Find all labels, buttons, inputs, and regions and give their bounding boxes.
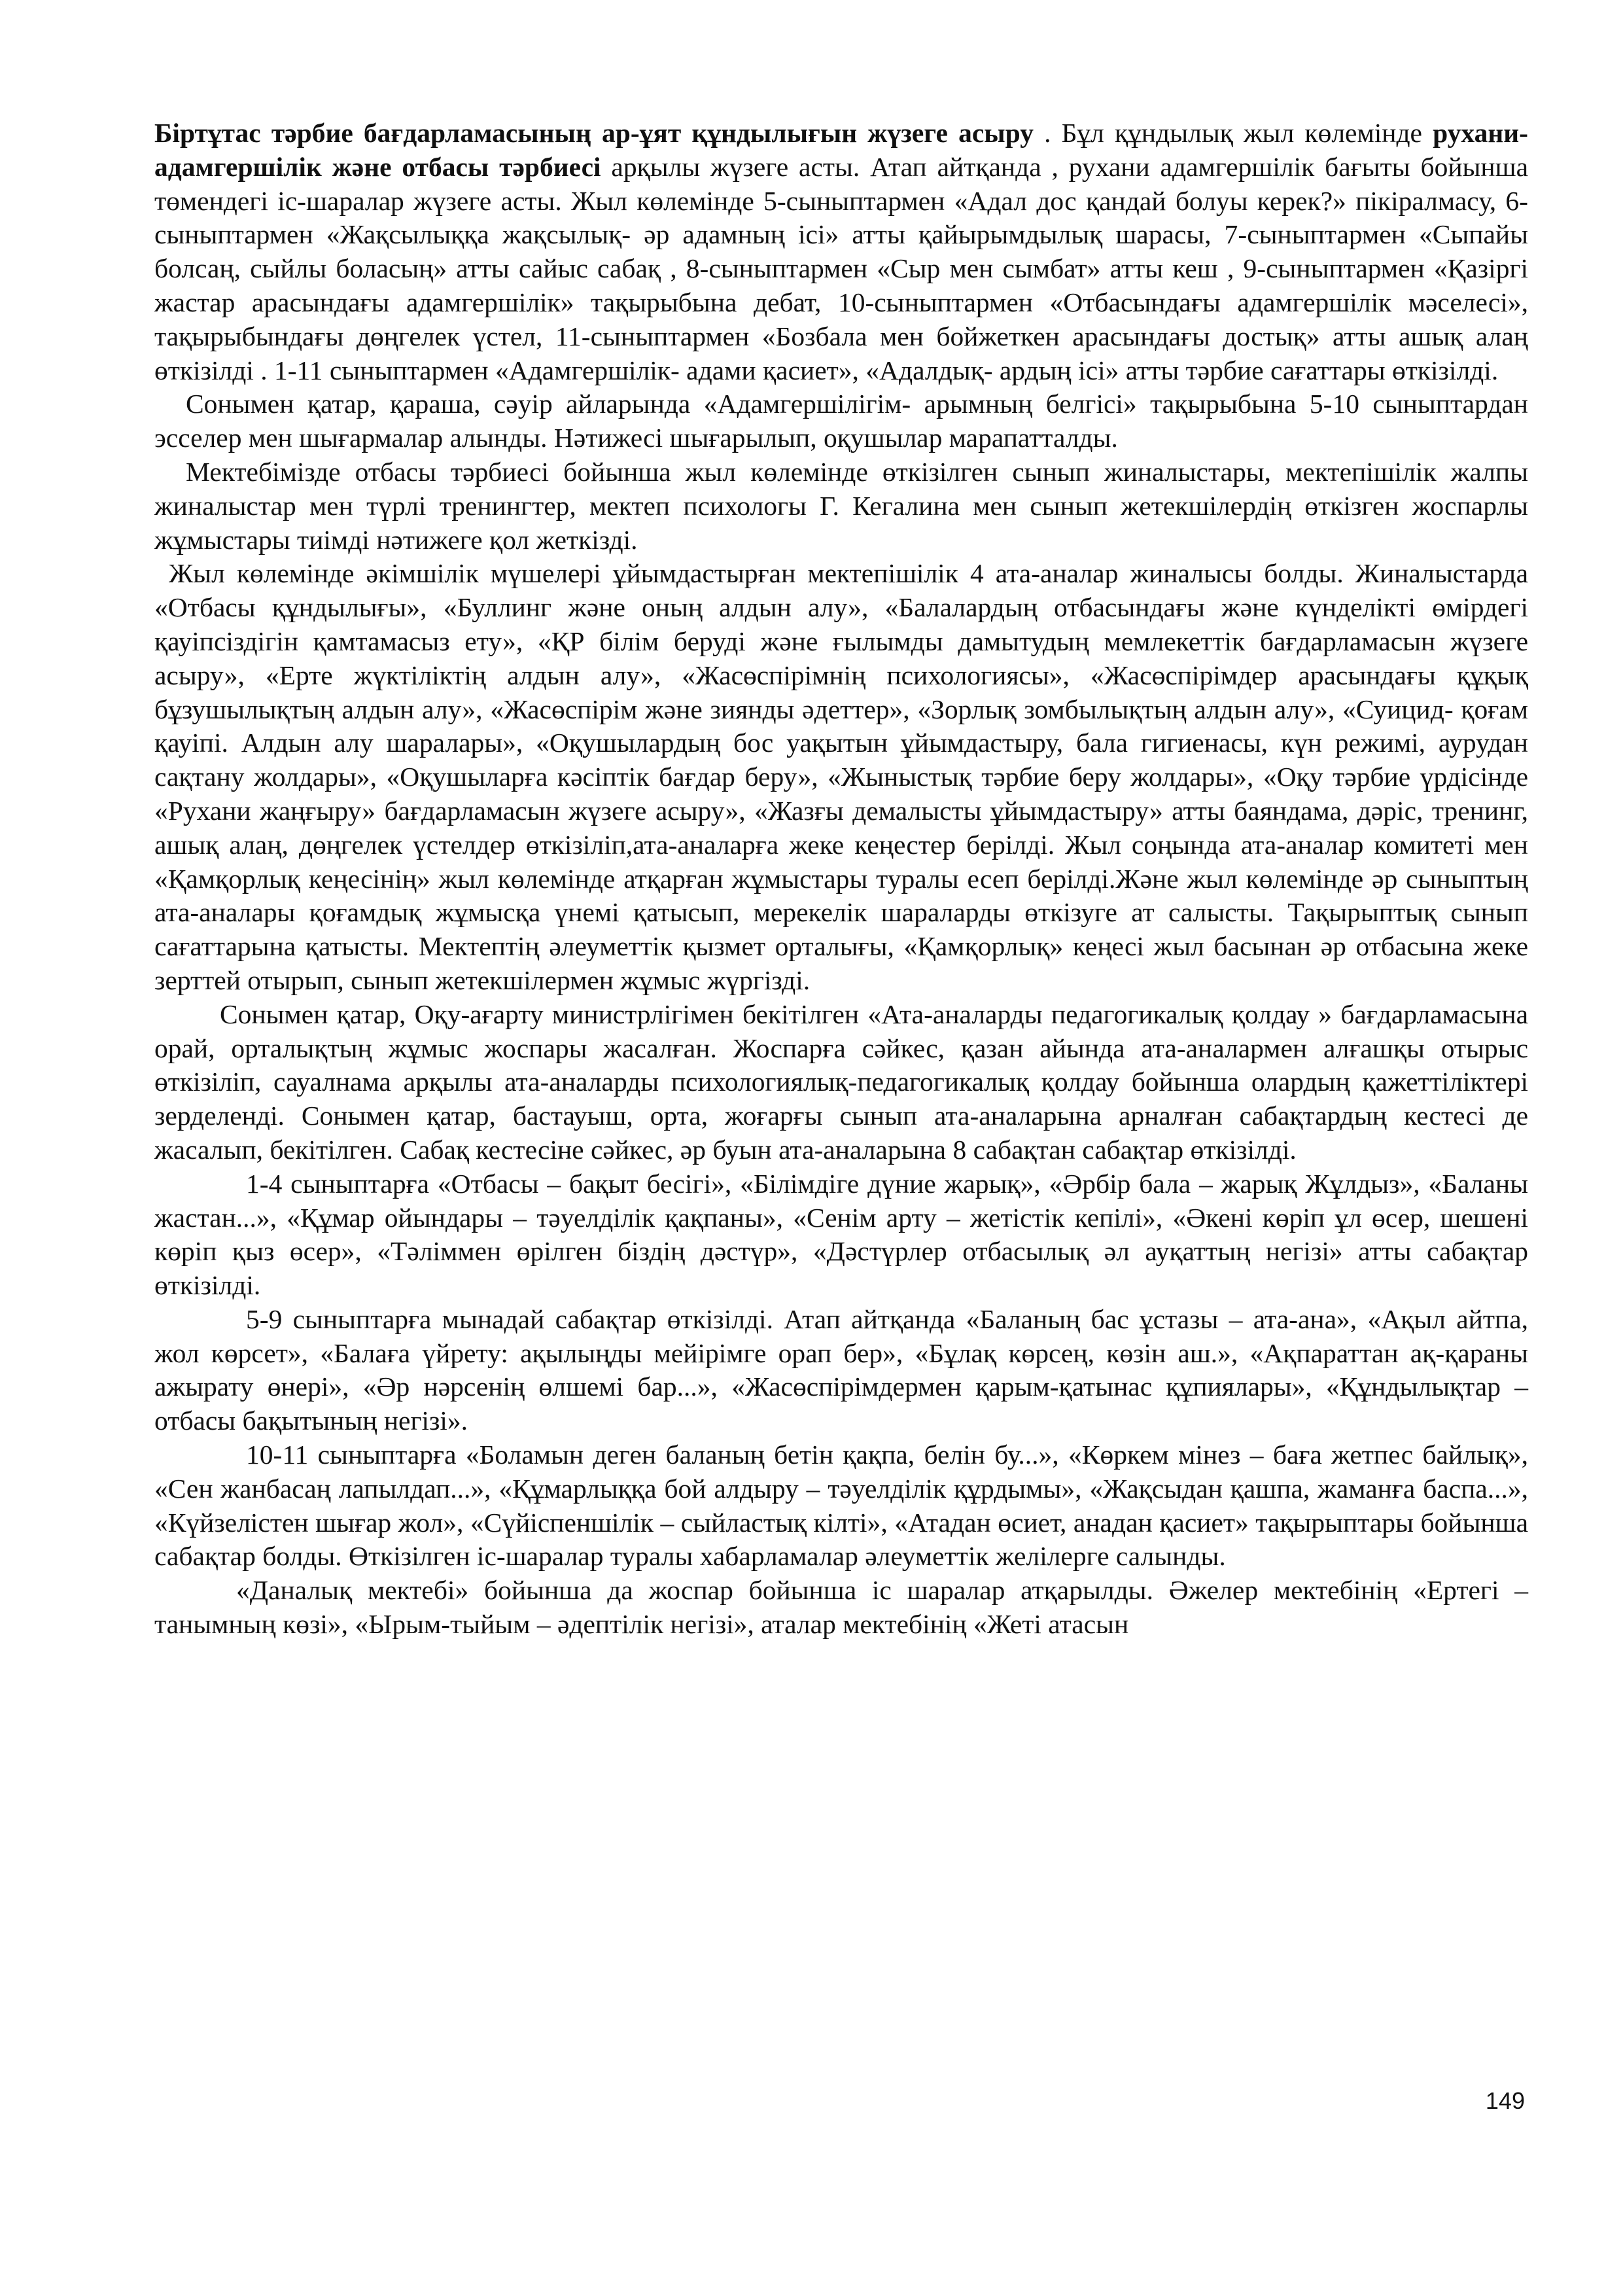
page-number: 149: [1485, 2087, 1525, 2114]
paragraph-family-education: Мектебімізде отбасы тәрбиесі бойынша жыл көлемінде өткізілген сынып жиналыстары, мектепішілік жалпы жиналыстар мен түрлі тренингтер, мектеп психологы Г. Кегалина мен сынып жетекшілердің өткізген жоспарлы жұмыстары тиімді нәтижеге қол жеткізді.: [154, 456, 1528, 555]
paragraph-text: . Бұл құндылық жыл көлемінде: [1033, 118, 1433, 148]
paragraph-values: [154, 116, 1528, 387]
emphasis-inline: рухани-адамгершілік және отбасы тәрбиесі: [154, 118, 1528, 182]
paragraph-grades-5-9: 5-9 сыныптарға мынадай сабақтар өткізілді. Атап айтқанда «Баланың бас ұстазы – ата-ана», «Ақыл айтпа, жол көрсет», «Балаға үйрету: ақылыңды мейірімге орап бер», «Бұлақ көрсең, көзін аш.», «Ақпараттан ақ-қараны ажырату өнері», «Әр нәрсенің өлшемі бар...», «Жасөспірімдермен қарым-қатынас құпиялары», «Құндылықтар – отбасы бақытының негізі».: [154, 1303, 1528, 1436]
paragraph-parent-meetings: Жыл көлемінде әкімшілік мүшелері ұйымдастырған мектепішілік 4 ата-аналар жиналысы болды. Жиналыстарда «Отбасы құндылығы», «Буллинг және оның алдын алу», «Балалардың отбасындағы және күнделікті өмірдегі қауіпсіздігін қамтамасыз ету», «ҚР білім беруді және ғылымды дамытудың мемлекеттік бағдарламасын жүзеге асыру», «Ерте жүктіліктің алдын алу», «Жасөспірімнің психологиясы», «Жасөспірімдер арасындағы құқық бұзушылықтың алдын алу», «Жасөспірім және зиянды әдеттер», «Зорлық зомбылықтың алдын алу», «Суицид- қоғам қауіпі. Алдын алу шаралары», «Оқушылардың бос уақытын ұйымдастыру, бала гигиенасы, күн режимі, аурудан сақтану жолдары», «Оқушыларға кәсіптік бағдар беру», «Жыныстық тәрбие беру жолдары», «Оқу тәрбие үрдісінде «Рухани жаңғыру» бағдарламасын жүзеге асыру», «Жазғы демалысты ұйымдастыру» атты баяндама, дәріс, тренинг, ашық алаң, дөңгелек үстелдер өткізіліп,ата-аналарға жеке кеңестер берілді. Жыл соңында ата-аналар комитеті мен «Қамқорлық кеңесінің» жыл көлемінде атқарған жұмыстары туралы есеп берілді.Және жыл көлемінде әр сыныптың ата-аналары қоғамдық жұмысқа үнемі қатысып, мерекелік шараларды өткізуге ат салысты. Тақырыптық сынып сағаттарына қатысты. Мектептің әлеуметтік қызмет орталығы, «Қамқорлық» кеңесі жыл басынан әр отбасына жеке зерттей отырып, сынып жетекшілермен жұмыс жүргізді.: [154, 558, 1528, 995]
document-body: [154, 116, 1528, 1642]
paragraph-grades-1-4: 1-4 сыныптарға «Отбасы – бақыт бесігі», «Білімдіге дүние жарық», «Әрбір бала – жарық Жұлдыз», «Баланы жастан...», «Құмар ойындары – тәуелділік қақпаны», «Сенім арту – жетістік кепілі», «Әкені көріп ұл өсер, шешені көріп қыз өсер», «Тәліммен өрілген біздің дәстүр», «Дәстүрлер отбасылық әл ауқаттың негізі» атты сабақтар өткізілді.: [154, 1168, 1528, 1301]
paragraph-text: арқылы жүзеге асты. Атап айтқанда , рухани адамгершілік бағыты бойынша төмендегі іс-шаралар жүзеге асты. Жыл көлемінде 5-сыныптармен «Адал дос қандай болуы керек?» пікіралмасу, 6-сыныптармен «Жақсылыққа жақсылық- әр адамның ісі» атты қайырымдылық шарасы, 7-сыныптармен «Сыпайы болсаң, сыйлы боласың» атты сайыс сабақ , 8-сыныптармен «Сыр мен сымбат» атты кеш , 9-сыныптармен «Қазіргі жастар арасындағы адамгершілік» тақырыбына дебат, 10-сыныптармен «Отбасындағы адамгершілік мәселесі», тақырыбындағы дөңгелек үстел, 11-сыныптармен «Бозбала мен бойжеткен арасындағы достық» атты ашық алаң өткізілді . 1-11 сыныптармен «Адамгершілік- адами қасиет», «Адалдық- ардың ісі» атты тәрбие сағаттары өткізілді.: [154, 151, 1528, 385]
heading-inline: Біртұтас тәрбие бағдарламасының ар-ұят құндылығын жүзеге асыру: [154, 118, 1034, 148]
paragraph-pedagogical-support: Сонымен қатар, Оқу-ағарту министрлігімен бекітілген «Ата-аналарды педагогикалық қолдау » бағдарламасына орай, орталықтың жұмыс жоспары жасалған. Жоспарға сәйкес, қазан айында ата-аналармен алғашқы отырыс өткізіліп, сауалнама арқылы ата-аналарды психологиялық-педагогикалық қолдау бойынша олардың қажеттіліктері зерделенді. Сонымен қатар, бастауыш, орта, жоғарғы сынып ата-аналарына арналған сабақтардың кестесі де жасалып, бекітілген. Сабақ кестесіне сәйкес, әр буын ата-аналарына 8 сабақтан сабақтар өткізілді.: [154, 998, 1528, 1165]
paragraph-grades-10-11: 10-11 сыныптарға «Боламын деген баланың бетін қақпа, белін бу...», «Көркем мінез – баға жетпес байлық», «Сен жанбасаң лапылдап...», «Құмарлыққа бой алдыру – тәуелділік құрдымы», «Жақсыдан қашпа, жаманға баспа...», «Күйзелістен шығар жол», «Сүйіспеншілік – сыйластық кілті», «Атадан өсиет, анадан қасиет» тақырыптары бойынша сабақтар болды. Өткізілген іс-шаралар туралы хабарламалар әлеуметтік желілерге салынды.: [154, 1439, 1528, 1572]
paragraph-essays: Сонымен қатар, қараша, сәуір айларында «Адамгершілігім- арымның белгісі» тақырыбына 5-10 сыныптардан эсселер мен шығармалар алынды. Нәтижесі шығарылып, оқушылар марапатталды.: [154, 389, 1528, 453]
paragraph-wisdom-school: «Даналық мектебі» бойынша да жоспар бойынша іс шаралар атқарылды. Әжелер мектебінің «Ертегі – танымның көзі», «Ырым-тыйым – әдептілік негізі», аталар мектебінің «Жеті атасын: [154, 1575, 1528, 1640]
